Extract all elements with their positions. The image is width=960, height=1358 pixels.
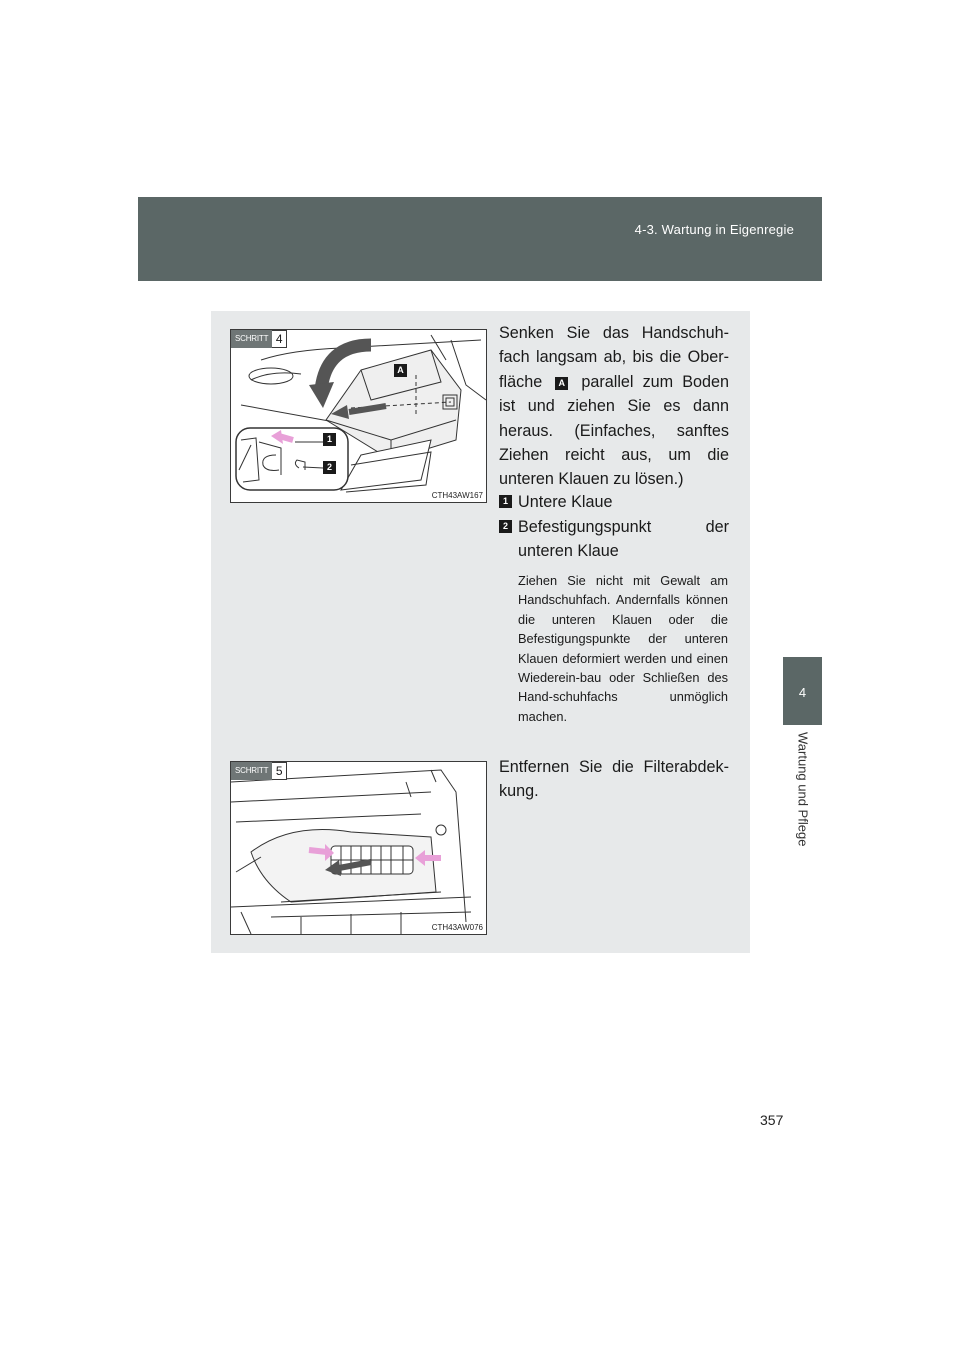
glovebox-removal-drawing	[231, 330, 486, 502]
step4-text-part1: Senken Sie das Handschuh-fach langsam ab, bis die Ober-fläche	[499, 324, 729, 391]
filter-cover-drawing	[231, 762, 486, 934]
legend-marker-2: 2	[499, 520, 512, 533]
step4-badge-number: 4	[272, 330, 287, 348]
step5-figure-code: CTH43AW076	[431, 923, 483, 932]
step5-badge	[231, 762, 287, 780]
step4-figure-code: CTH43AW167	[431, 491, 483, 500]
inline-marker-a: A	[555, 377, 568, 390]
legend-item-2	[499, 515, 729, 564]
step4-badge	[231, 330, 287, 348]
step4-text-part2: parallel zum Boden ist und ziehen Sie es dann heraus. (Einfaches, sanftes Ziehen reicht aus, um die unteren Klauen zu lösen.)	[499, 372, 730, 489]
warning-text: Ziehen Sie nicht mit Gewalt am Handschuhfach. Andernfalls können die unteren Klauen oder die Befestigungspunkte der unteren Klauen deformiert werden und einen Wiederein-bau oder Schließen des Hand-schuhfachs unmöglich machen.	[518, 573, 728, 724]
legend-label-2: Befestigungspunkt der unteren Klaue	[518, 518, 729, 561]
step5-instruction	[499, 755, 729, 804]
step5-badge-number: 5	[272, 762, 287, 780]
step5-paragraph: Entfernen Sie die Filterabdek-kung.	[499, 758, 729, 801]
callout-a: A	[394, 364, 407, 377]
step5-illustration	[230, 761, 487, 935]
step4-paragraph	[499, 321, 729, 492]
page-number: 357	[760, 1112, 784, 1128]
step4-badge-word: SCHRITT	[231, 330, 272, 348]
warning-note	[518, 571, 728, 726]
step4-instruction	[499, 321, 729, 492]
chapter-tab	[783, 657, 822, 725]
legend-marker-1: 1	[499, 495, 512, 508]
chapter-side-label-text: Wartung und Pflege	[795, 732, 811, 847]
legend-item-1	[499, 490, 729, 514]
chapter-tab-number: 4	[798, 685, 807, 700]
callout-2: 2	[323, 461, 336, 474]
chapter-section-title: 4-3. Wartung in Eigenregie	[634, 222, 794, 237]
callout-1: 1	[323, 433, 336, 446]
step5-badge-word: SCHRITT	[231, 762, 272, 780]
legend-label-1: Untere Klaue	[518, 493, 613, 511]
chapter-side-label	[786, 732, 820, 872]
step4-illustration	[230, 329, 487, 503]
chapter-header-bar	[138, 197, 822, 281]
